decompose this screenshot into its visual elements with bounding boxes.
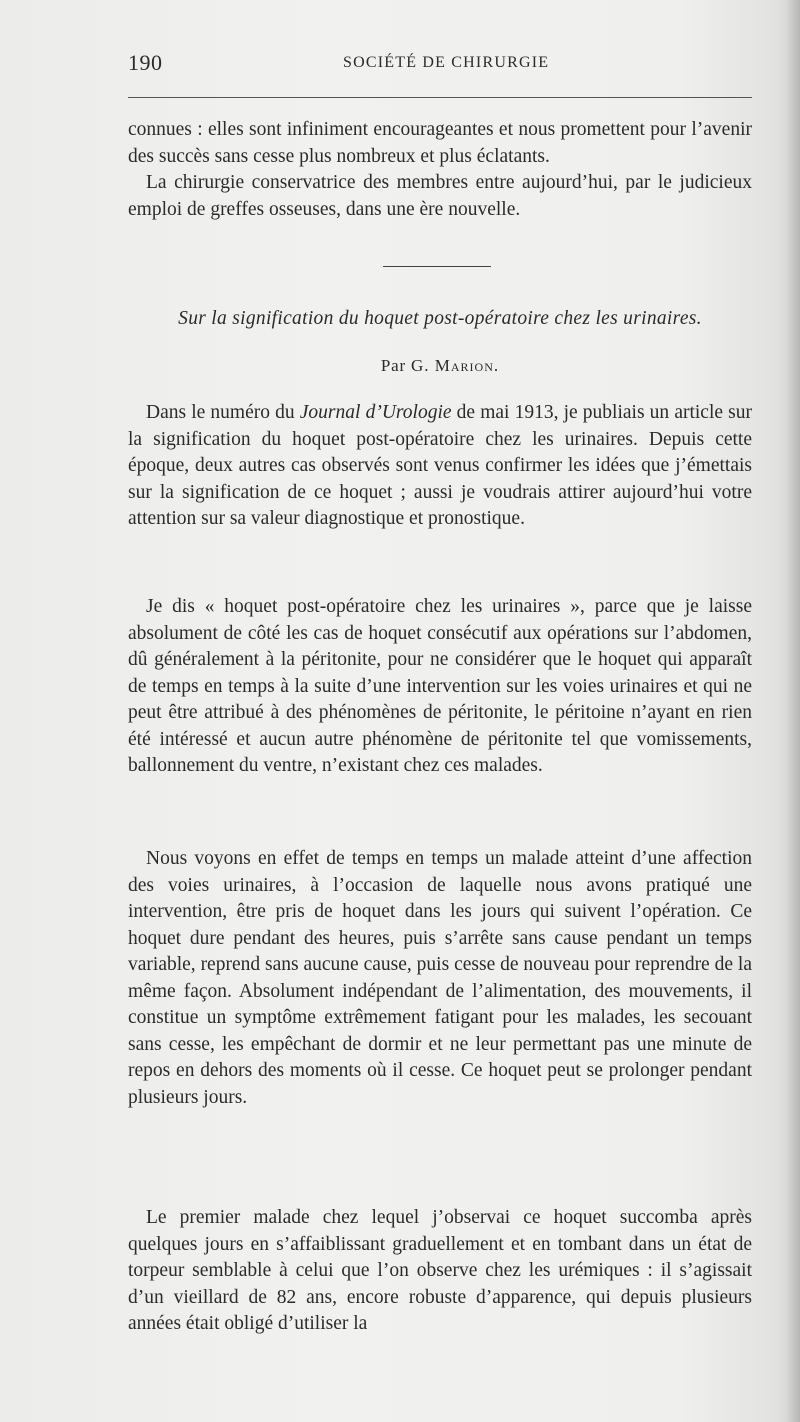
article-paragraph-1 xyxy=(128,400,752,533)
journal-name: Journal d’Urologie xyxy=(299,402,452,423)
intro-paragraph-continued: connues : elles sont infiniment encourageantes et nous promettent pour l’avenir des succès sans cesse plus nombreux et plus éclatants. xyxy=(128,119,752,167)
page-edge-shadow xyxy=(786,0,800,1422)
article-paragraph-2: Je dis « hoquet post-opératoire chez les urinaires », parce que je laisse absolument de côté les cas de hoquet consécutif aux opérations sur l’abdomen, dû généralement à la péritonite, pour ne considérer que le hoquet qui apparaît de temps en temps à la suite d’une intervention sur les voies urinaires et qui ne peut être attribué à des phénomènes de péritonite, le péritoine n’ayant en rien été intéressé et aucun autre phénomène de péritonite tel que vomissements, ballonnement du ventre, n’existant chez ces malades. xyxy=(128,596,752,776)
paragraph-1-body: de mai 1913, je publiais un article sur la signification du hoquet post-opératoire chez les urinaires. Depuis cette époque, deux autres cas observés sont venus confirmer les idées que j’émettais sur la signification de ce hoquet ; aussi je voudrais attirer aujourd’hui votre attention sur sa valeur diagnostique et pronostique. xyxy=(128,402,753,529)
page-number: 190 xyxy=(128,50,163,75)
article-paragraph-3: Nous voyons en effet de temps en temps un malade atteint d’une affection des voies urinaires, à l’occasion de laquelle nous avons pratiqué une intervention, être pris de hoquet dans les jours qui suivent l’opération. Ce hoquet dure pendant des heures, puis s’arrête sans cause pendant un temps variable, reprend sans aucune cause, puis cesse de nouveau pour reprendre de la même façon. Absolument indépendant de l’alimentation, des mouvements, il constitue un symptôme extrêmement fatigant pour les malades, les secouant sans cesse, les empêchant de dormir et ne leur permettant pas une minute de repos en dehors des moments où il cesse. Ce hoquet peut se prolonger pendant plusieurs jours. xyxy=(128,848,752,1108)
article-title: Sur la signification du hoquet post-opératoire chez les urinaires. xyxy=(178,308,702,329)
page-header xyxy=(128,50,752,80)
running-title: SOCIÉTÉ DE CHIRURGIE xyxy=(343,54,550,71)
intro-paragraph: La chirurgie conservatrice des membres entre aujourd’hui, par le judicieux emploi de greffes osseuses, dans une ère nouvelle. xyxy=(128,172,752,220)
article-paragraph-4: Le premier malade chez lequel j’observai ce hoquet succomba après quelques jours en s’affaiblissant graduellement et en tombant dans un état de torpeur semblable à celui que l’on observe chez les urémiques : il s’agissait d’un vieillard de 82 ans, encore robuste d’apparence, qui depuis plusieurs années était obligé d’utiliser la xyxy=(128,1207,752,1334)
author-name: G. Marion. xyxy=(410,356,500,375)
author-prefix: Par xyxy=(380,356,406,375)
paragraph-1-intro: Dans le numéro du xyxy=(146,402,300,423)
section-divider xyxy=(383,266,491,267)
header-rule xyxy=(128,97,752,98)
article-author xyxy=(128,356,752,376)
